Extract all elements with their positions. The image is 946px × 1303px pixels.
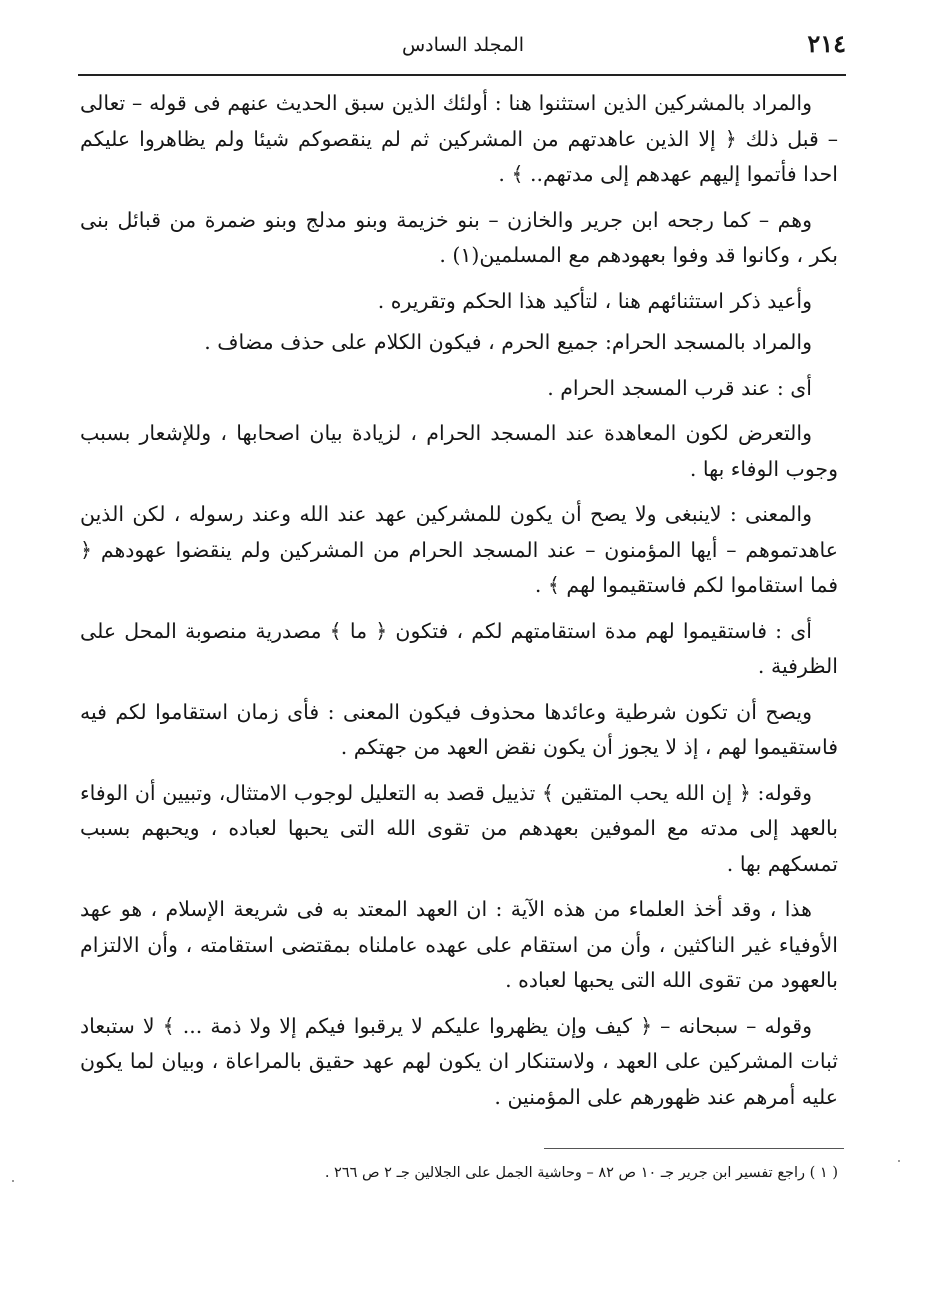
paragraph: وهم – كما رجحه ابن جرير والخازن – بنو خزيمة وبنو مدلج وبنو ضمرة من قبائل بنى بكر ، وكانوا قد وفوا بعهودهم مع المسلمين(١) . <box>80 207 838 267</box>
paragraph: والتعرض لكون المعاهدة عند المسجد الحرام ، لزيادة بيان اصحابها ، وللإشعار بسبب وجوب الوفاء بها . <box>80 421 838 481</box>
paragraph: والمعنى : لاينبغى ولا يصح أن يكون للمشركين عهد عند الله وعند رسوله ، لكن الذين عاهدتموهم – أيها المؤمنون – عند المسجد الحرام من المشركين ولم ينقضوا عهودهم ﴿ فما استقاموا لكم فاستقيموا لهم ﴾ . <box>80 502 838 597</box>
volume-title: المجلد السادس <box>401 34 525 56</box>
main-text <box>80 86 838 1125</box>
paragraph: أى : فاستقيموا لهم مدة استقامتهم لكم ، فتكون ﴿ ما ﴾ مصدرية منصوبة المحل على الظرفية . <box>80 618 838 678</box>
paragraph: والمراد بالمسجد الحرام: جميع الحرم ، فيكون الكلام على حذف مضاف . <box>204 330 812 354</box>
footnote-rule <box>544 1148 844 1149</box>
footnote: ( ١ ) راجع تفسير ابن جرير جـ ١٠ ص ٨٢ – وحاشية الجمل على الجلالين جـ ٢ ص ٢٦٦ . <box>324 1165 838 1181</box>
paragraph: ويصح أن تكون شرطية وعائدها محذوف فيكون المعنى : فأى زمان استقاموا لكم فيه فاستقيموا لهم ، إذ لا يجوز أن يكون نقض العهد من جهتكم . <box>80 699 838 759</box>
page-number: ٢١٤ <box>807 29 846 58</box>
paragraph: وقوله – سبحانه – ﴿ كيف وإن يظهروا عليكم لا يرقبوا فيكم إلا ولا ذمة ... ﴾ لا ستبعاد ثبات المشركين على العهد ، ولاستنكار ان يكون لهم عهد حقيق بالمراعاة ، وبيان لما يكون عليه أمرهم عند ظهورهم على المؤمنين . <box>80 1013 838 1109</box>
scan-speck <box>898 1160 900 1162</box>
paragraph: هذا ، وقد أخذ العلماء من هذه الآية : ان العهد المعتد به فى شريعة الإسلام ، هو عهد الأوفياء غير الناكثين ، وأن من استقام على عهده عاملناه بمقتضى استقامته ، وأن الالتزام بالعهود من تقوى الله التى يحبها لعباده . <box>80 897 838 992</box>
page-header <box>80 28 846 62</box>
paragraph: وأعيد ذكر استثنائهم هنا ، لتأكيد هذا الحكم وتقريره . <box>377 288 812 313</box>
scan-speck <box>12 1180 14 1182</box>
paragraph: أى : عند قرب المسجد الحرام . <box>547 375 812 400</box>
paragraph: والمراد بالمشركين الذين استثنوا هنا : أولئك الذين سبق الحديث عنهم فى قوله – تعالى – قبل ذلك ﴿ إلا الذين عاهدتهم من المشركين ثم لم ينقصوكم شيئا ولم يظاهروا عليكم احدا فأتموا إليهم عهدهم إلى مدتهم.. ﴾ . <box>80 91 838 186</box>
header-rule <box>78 74 846 76</box>
paragraph: وقوله: ﴿ إن الله يحب المتقين ﴾ تذييل قصد به التعليل لوجوب الامتثال، وتبيين أن الوفاء بالعهد إلى مدته مع الموفين بعهدهم من تقوى الله التى يحبها لعباده ، ويحبهم بسبب تمسكهم بها . <box>80 780 838 876</box>
